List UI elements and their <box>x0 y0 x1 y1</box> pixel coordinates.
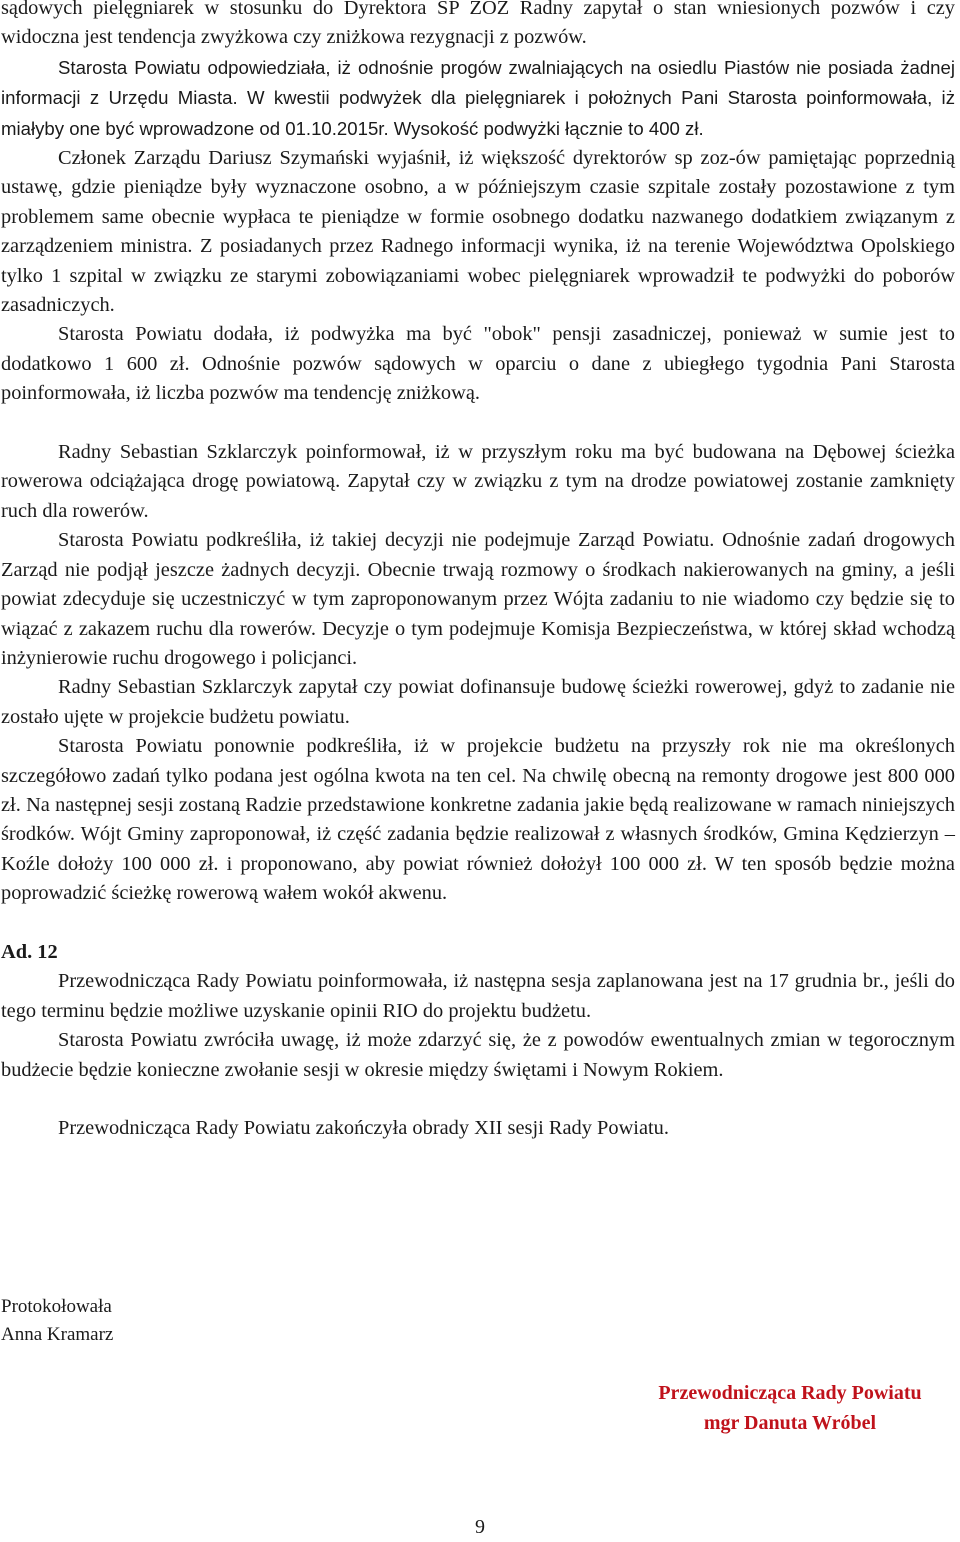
protocol-author: Anna Kramarz <box>1 1324 114 1345</box>
paragraph-text: Starosta Powiatu odpowiedziała, iż odnośnie progów zwalniających na osiedlu Piastów nie posiada żadnej informacji z Urzędu Miasta. W kwestii podwyżek dla pielęgniarek i położnych Pani Starosta poinformowała, iż miałyby one być wprowadzone od 01.10.2015r. Wysokość podwyżki łącznie to 400 zł. <box>1 56 955 139</box>
paragraph-text: Członek Zarządu Dariusz Szymański wyjaśnił, iż większość dyrektorów sp zoz-ów pamiętając poprzednią ustawę, gdzie pieniądze były wyznaczone osobno, a w późniejszym czasie szpitale zostały pozostawione z tym problemem same obecnie wypłaca te pieniądze w formie osobnego dodatku nazwanego dodatkiem związanym z zarządzeniem ministra. Z posiadanych przez Radnego informacji wynika, iż na terenie Województwa Opolskiego tylko 1 szpital w związku ze starymi zobowiązaniami wobec pielęgniarek wprowadził te podwyżki do poborów zasadniczych. <box>1 147 955 317</box>
paragraph-text: Starosta Powiatu podkreśliła, iż takiej decyzji nie podejmuje Zarząd Powiatu. Odnośnie zadań drogowych Zarząd nie podjął jeszcze żadnych decyzji. Obecnie trwają rozmowy o środkach nakierowanych na gminy, a jeśli powiat zdecyduje się uczestniczyć w tym zaproponowanym przez Wójta zadaniu to nie wiadomo czy będzie się to wiązać z zakazem ruchu dla rowerów. Decyzje o tym podejmuje Komisja Bezpieczeństwa, w której skład wchodzą inżynierowie ruchu drogowego i policjanci. <box>1 529 955 669</box>
paragraph <box>1 53 955 144</box>
paragraph-text: Przewodnicząca Rady Powiatu zakończyła obrady XII sesji Rady Powiatu. <box>58 1117 669 1140</box>
paragraph-text: Starosta Powiatu ponownie podkreśliła, iż w projekcie budżetu na przyszły rok nie ma określonych szczegółowo zadań tylko podana jest ogólna kwota na ten cel. Na chwilę obecną na remonty drogowe jest 800 000 zł. Na następnej sesji zostaną Radzie przedstawione konkretne zadania jakie będą realizowane w ramach niniejszych środków. Wójt Gminy zaproponował, iż część zadania będzie realizował z własnych środków, Gmina Kędzierzyn – Koźle dołoży 100 000 zł. i proponowano, aby powiat również dołożył 100 000 zł. W ten sposób będzie można poprowadzić ścieżkę rowerową wałem wokół akwenu. <box>1 735 955 905</box>
signature-block <box>610 1378 960 1438</box>
paragraph <box>1 1114 955 1143</box>
paragraph-text: sądowych pielęgniarek w stosunku do Dyrektora SP ZOZ Radny zapytał o stan wniesionych pozwów i czy widoczna jest tendencja zwyżkowa czy zniżkowa rezygnacji z pozwów. <box>1 0 955 49</box>
paragraph <box>1 673 955 732</box>
paragraph <box>1 1026 955 1085</box>
paragraph-text: Radny Sebastian Szklarczyk poinformował, iż w przyszłym roku ma być budowana na Dębowej ścieżka rowerowa odciążająca drogę powiatową. Zapytał czy w związku z tym na drodze powiatowej zostanie zamknięty ruch dla rowerów. <box>1 441 955 522</box>
paragraph-text: Przewodnicząca Rady Powiatu poinformowała, iż następna sesja zaplanowana jest na 17 grudnia br., jeśli do tego terminu będzie możliwe uzyskanie opinii RIO do projektu budżetu. <box>1 970 955 1022</box>
paragraph-text: Ad. 12 <box>1 940 58 963</box>
paragraph-text: Radny Sebastian Szklarczyk zapytał czy powiat dofinansuje budowę ścieżki rowerowej, gdyż to zadanie nie zostało ujęte w projekcie budżetu powiatu. <box>1 676 955 728</box>
paragraph-text: Starosta Powiatu dodała, iż podwyżka ma być "obok" pensji zasadniczej, ponieważ w sumie jest to dodatkowo 1 600 zł. Odnośnie pozwów sądowych w oparciu o dane z ubiegłego tygodnia Pani Starosta poinformowała, iż liczba pozwów ma tendencję zniżkową. <box>1 323 955 405</box>
paragraph <box>1 144 955 320</box>
paragraph <box>1 438 955 526</box>
paragraph-text: Starosta Powiatu zwróciła uwagę, iż może zdarzyć się, że z powodów ewentualnych zmian w tegorocznym budżecie będzie konieczne zwołanie sesji w okresie między świętami i Nowym Rokiem. <box>1 1029 955 1081</box>
paragraph <box>1 0 955 53</box>
paragraph <box>1 732 955 908</box>
protocol-label: Protokołowała <box>1 1296 112 1317</box>
paragraph <box>1 320 955 408</box>
paragraph <box>1 967 955 1026</box>
signature-name: mgr Danuta Wróbel <box>703 1412 877 1434</box>
signature-title: Przewodnicząca Rady Powiatu <box>658 1382 922 1404</box>
section-heading <box>1 938 955 967</box>
document-body <box>1 0 955 1144</box>
protocol-block <box>1 1293 113 1349</box>
paragraph <box>1 526 955 673</box>
page-number: 9 <box>475 1516 485 1538</box>
